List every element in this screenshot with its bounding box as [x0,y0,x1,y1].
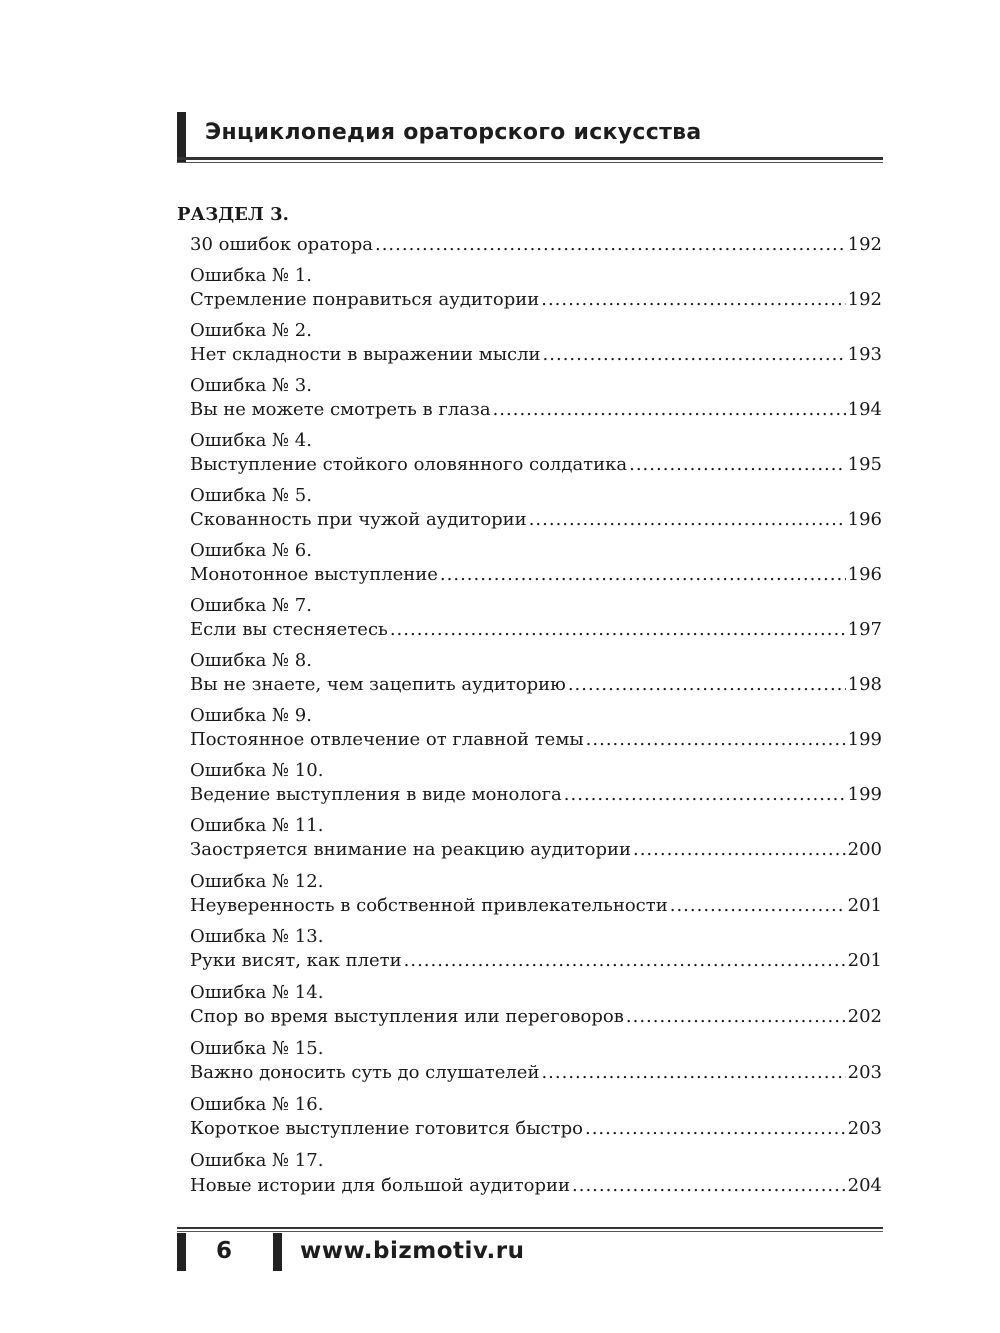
toc-entry [190,563,882,587]
toc-entry [190,1174,882,1198]
mistake-label: Ошибка № 2. [190,320,312,341]
running-header-title: Энциклопедия ораторского искусства [205,120,702,145]
toc-entry-title: Выступление стойкого оловянного солдатика [190,454,628,475]
footer-bar-left [177,1233,186,1271]
toc-page-number: 194 [847,399,882,420]
mistake-label: Ошибка № 3. [190,375,312,396]
toc-page-number: 196 [847,564,882,585]
dot-leader [572,1174,846,1198]
dot-leader [586,728,846,752]
mistake-label: Ошибка № 13. [190,926,324,947]
toc-entry [190,508,882,532]
toc-entry [190,1061,882,1085]
footer-website-url: www.bizmotiv.ru [300,1238,525,1264]
footer-page-number: 6 [216,1238,233,1264]
dot-leader [440,563,846,587]
toc-entry [190,618,882,642]
mistake-label: Ошибка № 15. [190,1038,324,1059]
dot-leader [390,618,846,642]
toc-page-number: 201 [847,950,882,971]
footer-rule [177,1227,883,1229]
toc-page-number: 204 [847,1175,882,1196]
toc-entry-title: Ведение выступления в виде монолога [190,784,562,805]
toc-entry-title: Неуверенность в собственной привлекательности [190,895,668,916]
mistake-label: Ошибка № 7. [190,595,312,616]
toc-entry-title: Нет складности в выражении мысли [190,344,541,365]
dot-leader [564,783,846,807]
toc-entry-title: 30 ошибок оратора [190,234,373,255]
toc-entry-title: Новые истории для большой аудитории [190,1175,570,1196]
mistake-label: Ошибка № 10. [190,760,324,781]
dot-leader [629,453,846,477]
toc-page-number: 203 [847,1062,882,1083]
header-rule [177,157,883,160]
mistake-label: Ошибка № 1. [190,265,312,286]
toc-page-number: 203 [847,1118,882,1139]
toc-entry [190,343,882,367]
toc-entry-title: Вы не знаете, чем зацепить аудиторию [190,674,566,695]
toc-entry [190,288,882,312]
dot-leader [541,1061,845,1085]
mistake-label: Ошибка № 4. [190,430,312,451]
toc-page-number: 193 [847,344,882,365]
mistake-label: Ошибка № 6. [190,540,312,561]
toc-entry-title: Спор во время выступления или переговоров [190,1006,624,1027]
dot-leader [543,343,846,367]
dot-leader [585,1117,846,1141]
mistake-label: Ошибка № 5. [190,485,312,506]
mistake-label: Ошибка № 14. [190,982,324,1003]
toc-entry-title: Заостряется внимание на реакцию аудитории [190,839,631,860]
toc-entry-title: Короткое выступление готовится быстро [190,1118,583,1139]
toc-entry [190,1117,882,1141]
dot-leader [568,673,846,697]
toc-page-number: 200 [847,839,882,860]
mistake-label: Ошибка № 9. [190,705,312,726]
footer-rule-thin [177,1231,883,1232]
footer-bar-divider [273,1233,282,1271]
toc-page-number: 199 [847,729,882,750]
toc-page-number: 196 [847,509,882,530]
dot-leader [375,233,846,257]
toc-page-number: 202 [847,1006,882,1027]
toc-entry-title: Стремление понравиться аудитории [190,289,540,310]
dot-leader [670,894,846,918]
toc-entry-title: Скованность при чужой аудитории [190,509,527,530]
mistake-label: Ошибка № 8. [190,650,312,671]
toc-entry-title: Вы не можете смотреть в глаза [190,399,491,420]
toc-entry-title: Важно доносить суть до слушателей [190,1062,540,1083]
dot-leader [541,288,845,312]
dot-leader [633,838,846,862]
mistake-label: Ошибка № 16. [190,1094,324,1115]
toc-entry-title: Если вы стесняетесь [190,619,388,640]
toc-entry [190,949,882,973]
toc-entry [190,838,882,862]
header-bar [177,112,186,162]
toc-page-number: 198 [847,674,882,695]
toc-entry [190,398,882,422]
toc-entry-title: Монотонное выступление [190,564,438,585]
toc-entry-title: Руки висят, как плети [190,950,402,971]
mistake-label: Ошибка № 12. [190,871,324,892]
toc-entry-title: Постоянное отвлечение от главной темы [190,729,584,750]
dot-leader [493,398,846,422]
dot-leader [626,1005,846,1029]
toc-entry [190,783,882,807]
toc-entry [190,673,882,697]
toc-entry [190,1005,882,1029]
toc-page-number: 197 [847,619,882,640]
toc-page-number: 195 [847,454,882,475]
mistake-label: Ошибка № 17. [190,1150,324,1171]
header-rule-thin [177,162,883,163]
toc-entry [190,894,882,918]
dot-leader [404,949,846,973]
toc-entry-intro [190,233,882,257]
toc-page-number: 199 [847,784,882,805]
section-heading: РАЗДЕЛ 3. [177,204,289,225]
mistake-label: Ошибка № 11. [190,815,324,836]
toc-page-number: 192 [847,234,882,255]
toc-page-number: 192 [847,289,882,310]
dot-leader [529,508,846,532]
toc-entry [190,728,882,752]
toc-page-number: 201 [847,895,882,916]
toc-entry [190,453,882,477]
